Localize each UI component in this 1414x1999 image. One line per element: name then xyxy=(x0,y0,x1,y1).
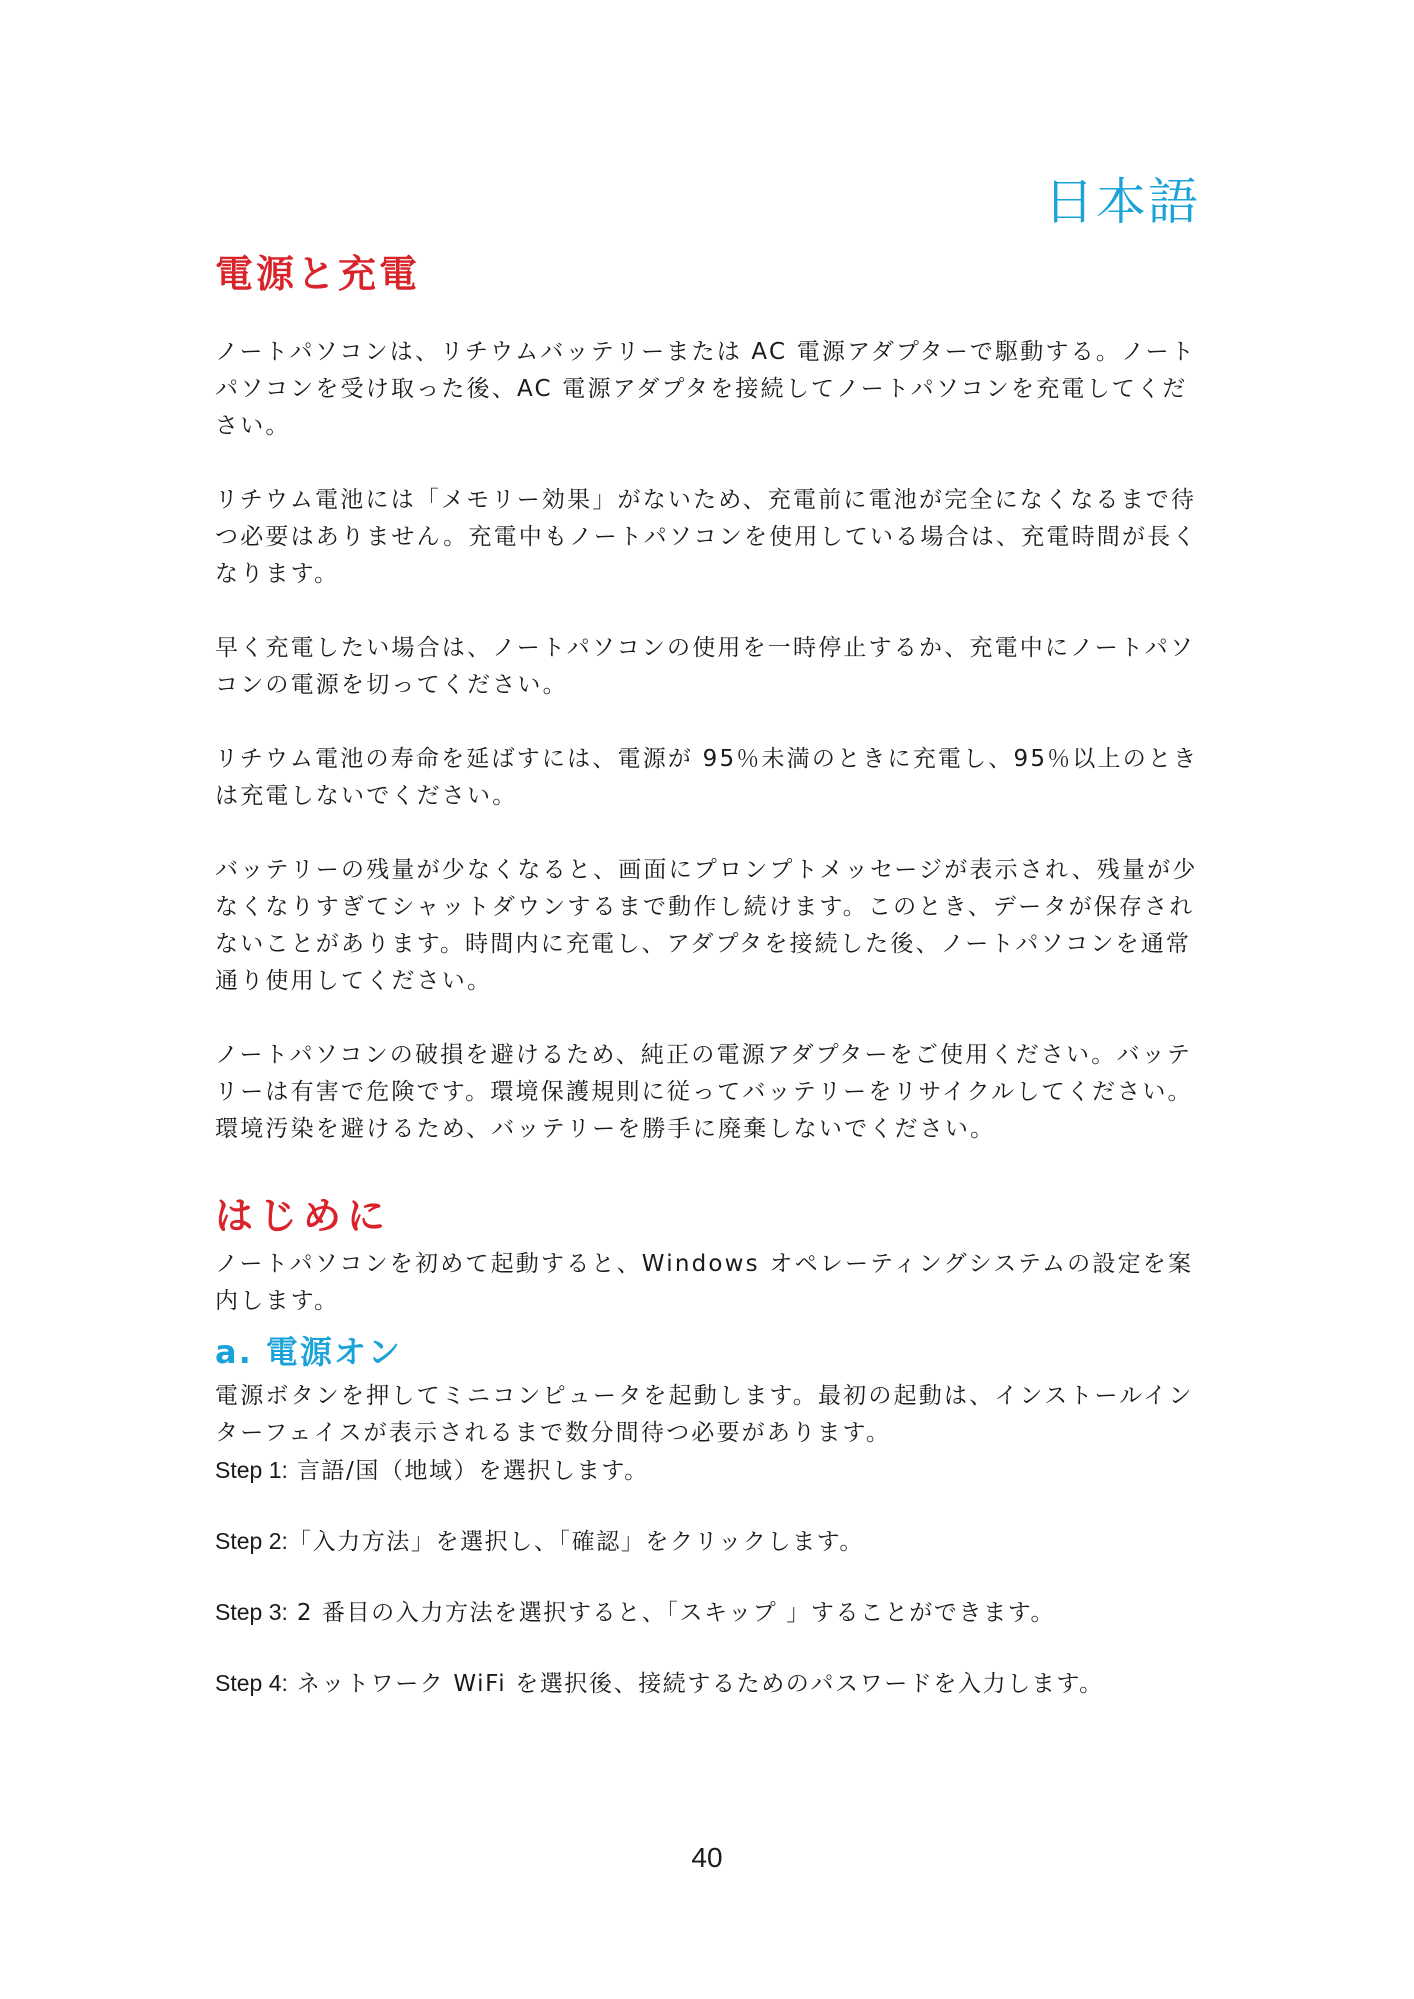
power-paragraph-4: リチウム電池の寿命を延ばすには、電源が 95％未満のときに充電し、95％以上のときは充電しないでください。 xyxy=(215,746,1199,809)
step-text: 2 番目の入力方法を選択すると、「スキップ 」することができます。 xyxy=(296,1600,1056,1626)
section-heading-getting-started: はじめに xyxy=(215,1194,392,1238)
step-label: Step 2: xyxy=(215,1528,288,1554)
subsection-heading-power-on: a. 電源オン xyxy=(215,1333,402,1371)
step-text: 「入力方法」を選択し、「確認」をクリックします。 xyxy=(287,1529,865,1555)
power-on-paragraph: 電源ボタンを押してミニコンピュータを起動します。最初の起動は、インストールインターフェイスが表示されるまで数分間待つ必要があります。 xyxy=(215,1383,1194,1446)
section-heading-power-charging: 電源と充電 xyxy=(215,252,421,296)
page-number: 40 xyxy=(691,1842,723,1873)
step-text: 言語/国（地域）を選択します。 xyxy=(296,1458,649,1484)
power-paragraph-2: リチウム電池には「メモリー効果」がないため、充電前に電池が完全になくなるまで待つ必要はありません。充電中もノートパソコンを使用している場合は、充電時間が長くなります。 xyxy=(215,487,1198,587)
power-paragraph-6: ノートパソコンの破損を避けるため、純正の電源アダプターをご使用ください。バッテリーは有害で危険です。環境保護規則に従ってバッテリーをリサイクルしてください。環境汚染を避けるため、バッテリーを勝手に廃棄しないでください。 xyxy=(215,1042,1193,1142)
power-paragraph-5: バッテリーの残量が少なくなると、画面にプロンプトメッセージが表示され、残量が少なくなりすぎてシャットダウンするまで動作し続けます。このとき、データが保存されないことがあります。時間内に充電し、アダプタを接続した後、ノートパソコンを通常通り使用してください。 xyxy=(215,857,1198,994)
step-label: Step 1: xyxy=(215,1457,288,1483)
page-content xyxy=(215,250,1205,1703)
step-label: Step 3: xyxy=(215,1599,288,1625)
step-3 xyxy=(215,1594,1205,1632)
step-4 xyxy=(215,1665,1205,1703)
intro-paragraph: ノートパソコンを初めて起動すると、Windows オペレーティングシステムの設定を案内します。 xyxy=(215,1251,1194,1314)
step-text: ネットワーク WiFi を選択後、接続するためのパスワードを入力します。 xyxy=(296,1671,1104,1697)
step-2 xyxy=(215,1523,1205,1561)
power-paragraph-1: ノートパソコンは、リチウムバッテリーまたは AC 電源アダプターで駆動する。ノートパソコンを受け取った後、AC 電源アダプタを接続してノートパソコンを充電してください。 xyxy=(215,339,1197,439)
step-label: Step 4: xyxy=(215,1670,288,1696)
language-title: 日本語 xyxy=(1044,173,1200,231)
step-1 xyxy=(215,1452,1205,1490)
power-paragraph-3: 早く充電したい場合は、ノートパソコンの使用を一時停止するか、充電中にノートパソコンの電源を切ってください。 xyxy=(215,635,1196,698)
